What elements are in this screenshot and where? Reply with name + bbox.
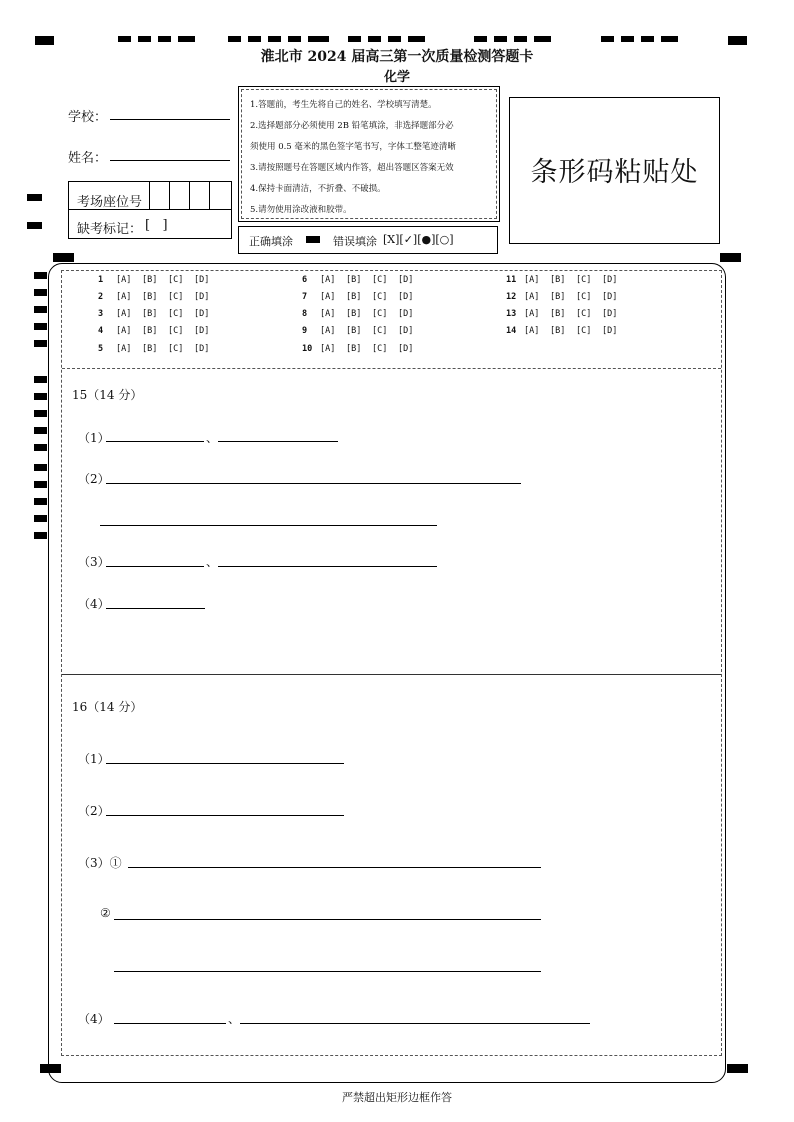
mc-number: 9 (302, 326, 308, 336)
option-b[interactable]: [B] (346, 309, 362, 319)
option-c[interactable]: [C] (576, 326, 592, 336)
timing-mark (408, 36, 425, 42)
mc-number: 8 (302, 309, 308, 319)
mc-number: 7 (302, 292, 308, 302)
option-b[interactable]: [B] (346, 344, 362, 354)
q15-part1-label: （1） (78, 431, 110, 445)
timing-mark (248, 36, 261, 42)
option-a[interactable]: [A] (320, 275, 336, 285)
option-b[interactable]: [B] (550, 309, 566, 319)
absent-checkbox[interactable]: [ ] (145, 218, 168, 233)
timing-mark (474, 36, 487, 42)
timing-mark (388, 36, 401, 42)
option-c[interactable]: [C] (168, 292, 184, 302)
absent-label: 缺考标记： (77, 222, 143, 237)
option-a[interactable]: [A] (116, 326, 132, 336)
option-b[interactable]: [B] (142, 275, 158, 285)
q16-part4-blank-a[interactable] (114, 1023, 226, 1024)
answer-area (61, 270, 722, 1056)
mc-question[interactable] (98, 309, 220, 319)
option-a[interactable]: [A] (524, 326, 540, 336)
option-a[interactable]: [A] (524, 292, 540, 302)
timing-mark (728, 36, 747, 45)
q15-part1-blank-b[interactable] (218, 441, 338, 442)
option-c[interactable]: [C] (168, 275, 184, 285)
q15-part4-label: （4） (78, 597, 110, 611)
q15-part2-blank-a[interactable] (106, 483, 521, 484)
timing-mark (34, 306, 47, 313)
timing-mark (35, 36, 54, 45)
timing-mark (118, 36, 131, 42)
instruction-line: 须使用 0.5 毫米的黑色签字笔书写，字体工整笔迹清晰 (250, 142, 456, 152)
mc-number: 3 (98, 309, 104, 319)
barcode-area (509, 97, 720, 244)
mc-question[interactable] (302, 344, 424, 354)
timing-mark (34, 289, 47, 296)
section-divider (62, 368, 721, 369)
q15-part4-blank[interactable] (106, 608, 205, 609)
timing-mark (34, 323, 47, 330)
timing-mark (34, 532, 47, 539)
option-d[interactable]: [D] (194, 326, 210, 336)
timing-mark (27, 194, 42, 201)
option-c[interactable]: [C] (372, 326, 388, 336)
timing-mark (34, 481, 47, 488)
instructions-box (238, 86, 500, 222)
mc-question[interactable] (506, 326, 628, 336)
q16-part3-sub2-label: ② (100, 906, 111, 920)
timing-mark (601, 36, 614, 42)
mc-number: 14 (506, 326, 517, 336)
timing-mark (494, 36, 507, 42)
option-c[interactable]: [C] (168, 326, 184, 336)
mc-number: 11 (506, 275, 517, 285)
timing-mark (34, 340, 47, 347)
option-d[interactable]: [D] (194, 275, 210, 285)
option-a[interactable]: [A] (524, 309, 540, 319)
corner-mark (40, 1064, 61, 1073)
option-b[interactable]: [B] (346, 275, 362, 285)
q16-part1-label: （1） (78, 752, 110, 766)
option-c[interactable]: [C] (576, 275, 592, 285)
mc-question[interactable] (302, 326, 424, 336)
seat-digit-box[interactable] (189, 182, 210, 209)
option-a[interactable]: [A] (320, 309, 336, 319)
instruction-line: 4.保持卡面清洁，不折叠、不破损。 (250, 184, 386, 194)
q15-part3-sep: 、 (206, 555, 219, 569)
mc-question[interactable] (302, 275, 424, 285)
option-d[interactable]: [D] (602, 275, 618, 285)
instruction-line: 1.答题前，考生先将自己的姓名、学校填写清楚。 (250, 100, 437, 110)
name-field[interactable] (110, 160, 230, 161)
timing-mark (34, 272, 47, 279)
option-c[interactable]: [C] (372, 292, 388, 302)
q16-part3-blank-2[interactable] (114, 919, 541, 920)
q16-part4-blank-b[interactable] (240, 1023, 590, 1024)
mc-number: 13 (506, 309, 517, 319)
option-d[interactable]: [D] (194, 344, 210, 354)
correct-fill-mark (306, 236, 320, 243)
mc-question[interactable] (98, 275, 220, 285)
footer-warning: 严禁超出矩形边框作答 (342, 1091, 452, 1104)
seat-digit-box[interactable] (209, 182, 232, 209)
timing-mark (34, 444, 47, 451)
seat-digit-box[interactable] (169, 182, 190, 209)
q15-part2-blank-b[interactable] (100, 525, 437, 526)
school-label: 学校： (68, 110, 108, 125)
option-a[interactable]: [A] (116, 292, 132, 302)
option-d[interactable]: [D] (602, 292, 618, 302)
timing-mark (158, 36, 171, 42)
timing-mark (34, 464, 47, 471)
timing-mark (34, 427, 47, 434)
instructions-inner (241, 89, 497, 219)
mc-question[interactable] (506, 309, 628, 319)
timing-mark (348, 36, 361, 42)
option-a[interactable]: [A] (320, 292, 336, 302)
q16-part2-blank[interactable] (106, 815, 344, 816)
timing-mark (34, 410, 47, 417)
mc-number: 1 (98, 275, 104, 285)
corner-mark (727, 1064, 748, 1073)
option-c[interactable]: [C] (168, 344, 184, 354)
option-b[interactable]: [B] (550, 275, 566, 285)
mc-number: 5 (98, 344, 104, 354)
option-d[interactable]: [D] (398, 292, 414, 302)
q15-part3-blank-a[interactable] (106, 566, 204, 567)
q15-part1-sep: 、 (206, 431, 219, 445)
barcode-label: 条形码粘贴处 (530, 157, 699, 188)
seat-absent-box (68, 181, 232, 239)
mc-number: 12 (506, 292, 517, 302)
timing-mark (34, 376, 47, 383)
option-b[interactable]: [B] (346, 326, 362, 336)
timing-mark (368, 36, 381, 42)
q15-part1-blank-a[interactable] (106, 441, 204, 442)
instruction-line: 2.选择题部分必须使用 2B 铅笔填涂，非选择题部分必 (250, 121, 454, 131)
option-b[interactable]: [B] (142, 344, 158, 354)
option-d[interactable]: [D] (398, 275, 414, 285)
subject-title: 化学 (383, 70, 410, 85)
q15-title: 15（14 分） (72, 388, 143, 402)
mc-question[interactable] (302, 292, 424, 302)
q16-part2-label: （2） (78, 804, 110, 818)
option-a[interactable]: [A] (116, 275, 132, 285)
timing-mark (34, 393, 47, 400)
school-field[interactable] (110, 119, 230, 120)
option-c[interactable]: [C] (372, 275, 388, 285)
mc-question[interactable] (98, 326, 220, 336)
timing-mark (228, 36, 241, 42)
mc-number: 4 (98, 326, 104, 336)
timing-mark (27, 222, 42, 229)
option-c[interactable]: [C] (576, 309, 592, 319)
box-divider (69, 209, 231, 210)
mc-question[interactable] (98, 344, 220, 354)
q16-part1-blank[interactable] (106, 763, 344, 764)
mc-question[interactable] (302, 309, 424, 319)
timing-mark (34, 515, 47, 522)
timing-mark (641, 36, 654, 42)
section-divider (62, 674, 721, 675)
timing-mark (514, 36, 527, 42)
timing-mark (621, 36, 634, 42)
timing-mark (534, 36, 551, 42)
q15-part2-label: （2） (78, 472, 110, 486)
option-a[interactable]: [A] (320, 344, 336, 354)
corner-mark (720, 253, 741, 262)
name-label: 姓名： (68, 151, 108, 166)
q15-part3-label: （3） (78, 555, 110, 569)
mc-question[interactable] (506, 275, 628, 285)
mc-question[interactable] (506, 292, 628, 302)
timing-mark (661, 36, 678, 42)
option-c[interactable]: [C] (372, 309, 388, 319)
option-b[interactable]: [B] (142, 309, 158, 319)
mc-number: 2 (98, 292, 104, 302)
seat-label: 考场座位号 (77, 195, 143, 210)
option-d[interactable]: [D] (194, 292, 210, 302)
mc-question[interactable] (98, 292, 220, 302)
option-b[interactable]: [B] (142, 326, 158, 336)
corner-mark (53, 253, 74, 262)
page-title: 淮北市 2024 届高三第一次质量检测答题卡 (260, 49, 534, 65)
mc-number: 10 (302, 344, 313, 354)
timing-mark (178, 36, 195, 42)
option-b[interactable]: [B] (550, 326, 566, 336)
option-d[interactable]: [D] (602, 309, 618, 319)
timing-mark (34, 498, 47, 505)
option-a[interactable]: [A] (320, 326, 336, 336)
option-c[interactable]: [C] (372, 344, 388, 354)
q16-part4-sep: 、 (228, 1012, 241, 1026)
timing-mark (268, 36, 281, 42)
seat-digit-box[interactable] (149, 182, 170, 209)
q16-title: 16（14 分） (72, 700, 143, 714)
option-a[interactable]: [A] (116, 344, 132, 354)
q16-part3-label: （3）① (78, 856, 122, 870)
q16-part3-blank-3[interactable] (114, 971, 541, 972)
option-d[interactable]: [D] (398, 344, 414, 354)
wrong-fill-label: 错误填涂 (333, 235, 377, 248)
option-b[interactable]: [B] (550, 292, 566, 302)
timing-mark (308, 36, 329, 42)
q16-part4-label: （4） (78, 1012, 110, 1026)
option-c[interactable]: [C] (168, 309, 184, 319)
instruction-line: 5.请勿使用涂改液和胶带。 (250, 205, 352, 215)
option-a[interactable]: [A] (116, 309, 132, 319)
option-c[interactable]: [C] (576, 292, 592, 302)
timing-mark (288, 36, 301, 42)
option-a[interactable]: [A] (524, 275, 540, 285)
option-d[interactable]: [D] (194, 309, 210, 319)
wrong-fill-marks: [X][✓][●][○] (383, 233, 454, 246)
q16-part3-blank-1[interactable] (128, 867, 541, 868)
timing-mark (138, 36, 151, 42)
fill-example (238, 226, 498, 254)
option-b[interactable]: [B] (142, 292, 158, 302)
instruction-line: 3.请按照题号在答题区域内作答，超出答题区答案无效 (250, 163, 454, 173)
option-d[interactable]: [D] (602, 326, 618, 336)
mc-number: 6 (302, 275, 308, 285)
option-d[interactable]: [D] (398, 326, 414, 336)
q15-part3-blank-b[interactable] (218, 566, 437, 567)
option-b[interactable]: [B] (346, 292, 362, 302)
option-d[interactable]: [D] (398, 309, 414, 319)
correct-fill-label: 正确填涂 (249, 235, 293, 248)
